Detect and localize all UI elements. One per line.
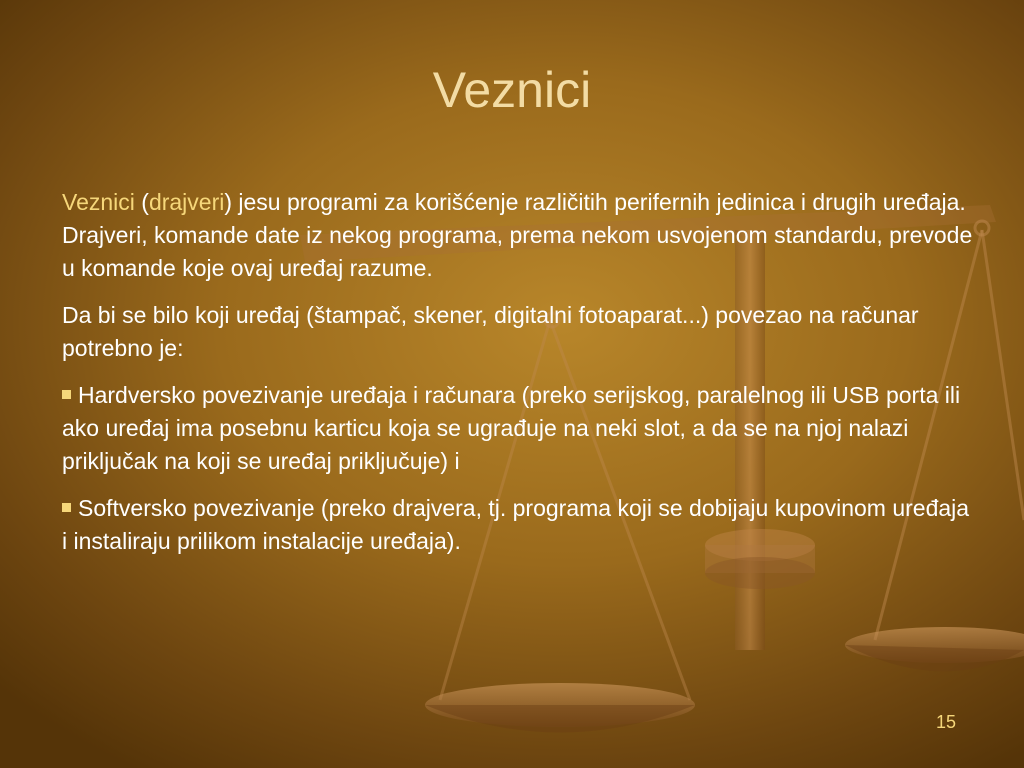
term-drajveri: drajveri [148, 189, 225, 215]
requirement-paragraph: Da bi se bilo koji uređaj (štampač, skener, digitalni fotoaparat...) povezao na računar potrebno je: [62, 302, 919, 361]
square-bullet-icon [62, 503, 71, 512]
bullet-text-software: Softversko povezivanje (preko drajvera, tj. programa koji se dobijaju kupovinom uređaja i instaliraju prilikom instalacije uređaja). [62, 495, 970, 554]
square-bullet-icon [62, 390, 71, 399]
intro-text: ) jesu programi za korišćenje različitih perifernih jedinica i drugih uređaja. [224, 189, 966, 215]
open-paren: ( [134, 189, 149, 215]
bullet-text-hardware: Hardversko povezivanje uređaja i računara (preko serijskog, paralelnog ili USB porta ili ako uređaj ima posebnu karticu koja se ugrađuje na neki slot, a da se na njoj nalazi priključak na koji se uređaj priključuje) i [62, 382, 961, 474]
slide-body [62, 186, 980, 572]
bullet-item-software [62, 492, 980, 558]
term-veznici: Veznici [62, 189, 135, 215]
page-number: 15 [935, 712, 956, 732]
slide-title: Veznici [432, 62, 592, 118]
intro-paragraph [62, 186, 980, 285]
bullet-item-hardware [62, 379, 980, 478]
intro-continuation: Drajveri, komande date iz nekog programa, prema nekom usvojenom standardu, prevode u komande koje ovaj uređaj razume. [62, 222, 973, 281]
